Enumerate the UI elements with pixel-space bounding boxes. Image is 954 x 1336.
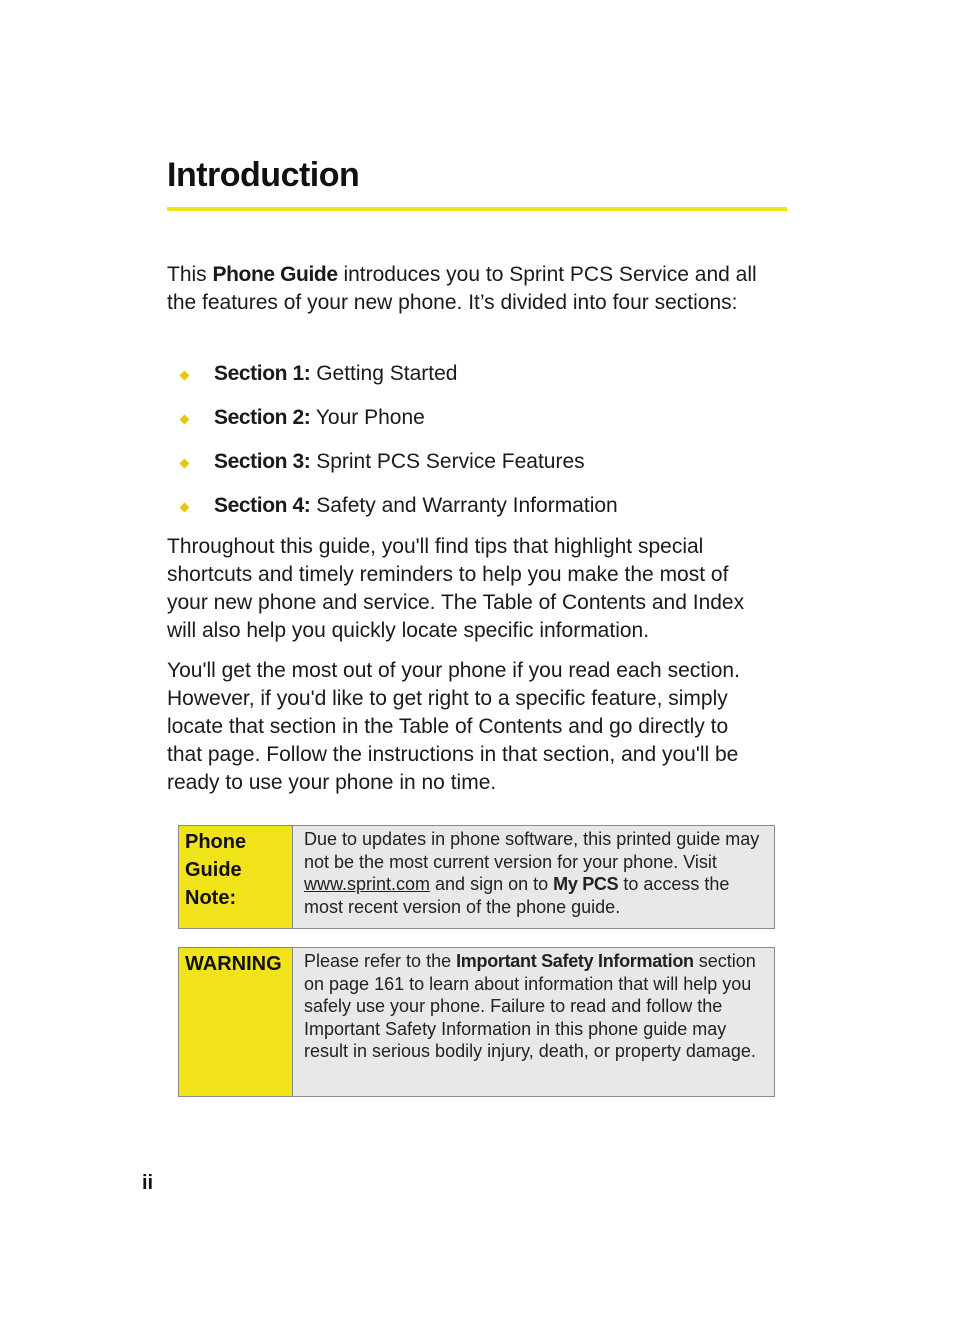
tips-paragraph: Throughout this guide, you'll find tips that highlight special shortcuts and timely reminders to help you make the most of your new phone and service. The Table of Contents and Index will also help you quickly locate specific information. <box>167 535 745 642</box>
page-number: ii <box>142 1172 154 1194</box>
warning-text-pre: Please refer to the <box>304 951 457 971</box>
note-label <box>179 826 293 928</box>
note-text-mid: and sign on to <box>430 874 554 895</box>
page-title: Introduction <box>167 156 360 194</box>
diamond-bullet-icon <box>180 415 190 425</box>
section-label: Section 3: <box>214 450 311 473</box>
note-label-line: Guide <box>185 859 242 881</box>
warning-label: WARNING <box>179 948 293 1096</box>
intro-pre: This <box>167 263 213 286</box>
section-label: Section 1: <box>214 362 311 385</box>
note-text-pre: Due to updates in phone software, this printed guide may not be the most current version for your phone. Visit <box>304 829 760 872</box>
intro-paragraph <box>167 261 767 317</box>
read-paragraph: You'll get the most out of your phone if you read each section. However, if you'd like to get right to a specific feature, simply locate that section in the Table of Contents and go directly to that page. Follow the instructions in that section, and you'll be ready to use your phone in no time. <box>167 659 740 794</box>
section-label: Section 4: <box>214 494 311 517</box>
warning-text-post: section on page 161 to learn about information that will help you safely use your phone. Failure to read and follow the Important Safety Information in this phone guide may result in serious bodily injury, death, or property damage. <box>304 951 756 1062</box>
section-text: Safety and Warranty Information <box>310 494 618 517</box>
note-text-post: to access the most recent version of the phone guide. <box>304 874 730 917</box>
note-label-line: Phone <box>185 831 247 853</box>
warning-box <box>178 947 775 1097</box>
sprint-link[interactable]: www.sprint.com <box>304 874 431 895</box>
intro-bold: Phone Guide <box>212 263 338 286</box>
note-body <box>293 826 774 928</box>
title-underline <box>167 207 787 211</box>
section-text: Getting Started <box>310 362 458 385</box>
diamond-bullet-icon <box>180 459 190 469</box>
section-text: Your Phone <box>310 406 425 429</box>
diamond-bullet-icon <box>180 371 190 381</box>
warning-body <box>293 948 774 1096</box>
section-label: Section 2: <box>214 406 311 429</box>
intro-post: introduces you to Sprint PCS Service and all the features of your new phone. It’s divided into four sections: <box>167 263 757 314</box>
note-label-line: Note: <box>185 887 237 909</box>
note-bold: My PCS <box>553 874 619 895</box>
warning-bold: Important Safety Information <box>456 951 694 971</box>
diamond-bullet-icon <box>180 503 190 513</box>
phone-guide-note-box <box>178 825 775 929</box>
section-text: Sprint PCS Service Features <box>310 450 585 473</box>
